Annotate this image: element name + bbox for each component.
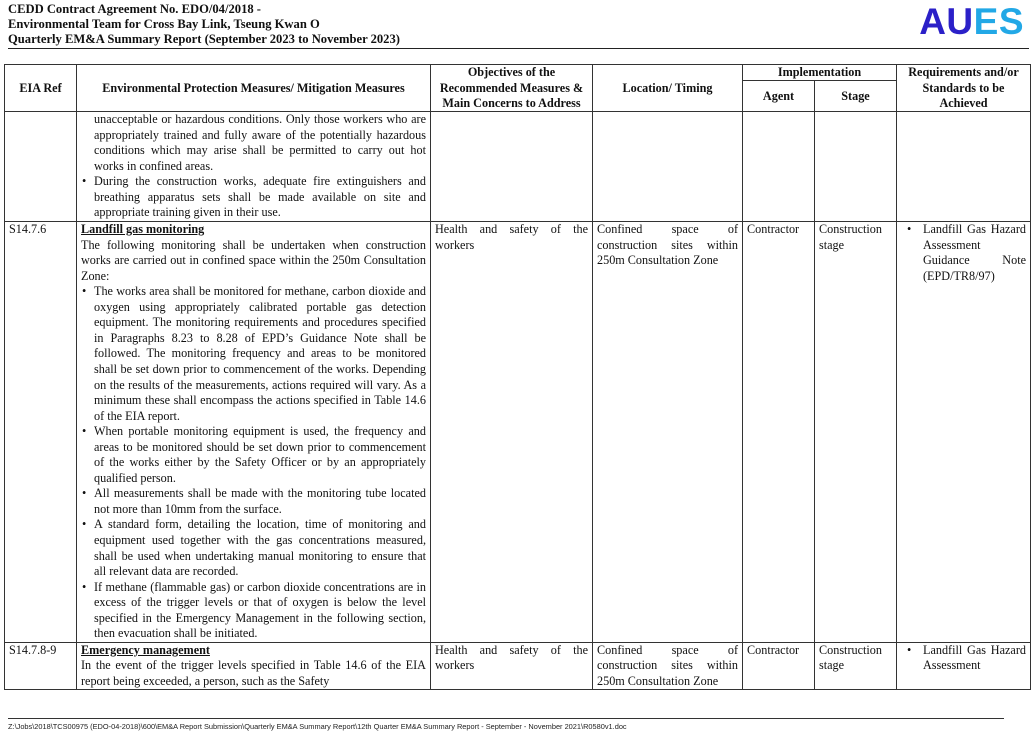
team-line: Environmental Team for Cross Bay Link, Tseung Kwan O xyxy=(8,17,320,32)
location-cell: Confined space of construction sites within 250m Consultation Zone xyxy=(593,642,743,690)
measure-bullet: • During the construction works, adequate fire extinguishers and breathing apparatus sets shall be made available on site and appropriate training given in their use. xyxy=(81,174,426,221)
agent-cell: Contractor xyxy=(743,642,815,690)
requirement-bullet xyxy=(901,643,1026,674)
measures-bullet-list xyxy=(81,174,426,221)
requirements-cell xyxy=(897,222,1031,643)
eia-ref-cell xyxy=(5,112,77,222)
measure-intro: The following monitoring shall be undertaken when construction works are carried out in confined space within the 250m Consultation Zone: xyxy=(81,237,426,283)
header-agent: Agent xyxy=(743,81,815,112)
location-cell: Confined space of construction sites within 250m Consultation Zone xyxy=(593,222,743,643)
measures-cell xyxy=(77,642,431,690)
agent-cell: Contractor xyxy=(743,222,815,643)
objectives-cell: Health and safety of the workers xyxy=(431,222,593,643)
requirements-cell xyxy=(897,642,1031,690)
document-header xyxy=(8,2,1028,48)
location-cell xyxy=(593,112,743,222)
aues-logo xyxy=(919,2,1024,42)
header-implementation: Implementation xyxy=(743,65,897,81)
requirement-text: Landfill Gas Hazard Assessment Guidance Note (EPD/TR8/97) xyxy=(923,222,1026,283)
measure-intro: In the event of the trigger levels specified in Table 14.6 of the EIA report being exceeded, a person, such as the Safety xyxy=(81,658,426,688)
agent-cell xyxy=(743,112,815,222)
continued-paragraph: unacceptable or hazardous conditions. Only those workers who are appropriately trained and fully aware of the potentially hazardous conditions which may arise shall be permitted to carry out hot works in confined areas. xyxy=(94,112,426,173)
measure-bullet: • A standard form, detailing the location, time of monitoring and equipment used together with the gas concentrations measured, shall be used when undertaking manual monitoring to ensure that all relevant data are recorded. xyxy=(81,517,426,579)
logo-part-au: AU xyxy=(919,1,974,42)
header-requirements: Requirements and/or Standards to be Achieved xyxy=(897,65,1031,112)
eia-ref-cell: S14.7.6 xyxy=(5,222,77,643)
table-row-continuation xyxy=(5,112,1031,222)
measure-title: Landfill gas monitoring xyxy=(81,222,205,237)
requirement-text: Landfill Gas Hazard Assessment xyxy=(923,642,1026,673)
measure-bullet: • All measurements shall be made with the monitoring tube located not more than 10mm from the surface. xyxy=(81,486,426,517)
report-title-line: Quarterly EM&A Summary Report (September 2023 to November 2023) xyxy=(8,32,400,47)
table-row-emergency-management xyxy=(5,642,1031,690)
footer-divider xyxy=(8,718,1004,719)
header-title-block xyxy=(8,2,400,48)
file-path-footer: Z:\Jobs\2018\TCS00975 (EDO-04-2018)\600\EM&A Report Submission\Quarterly EM&A Summary Report\12th Quarter EM&A Summary Report - September - November 2021\R0580v1.doc xyxy=(8,722,627,731)
measure-title: Emergency management xyxy=(81,642,210,657)
bullet-icon: • xyxy=(907,222,912,237)
measure-bullet: • If methane (flammable gas) or carbon dioxide concentrations are in excess of the trigger levels or that of oxygen is below the level specified in the Emergency Management in the following section, then evacuation shall be initiated. xyxy=(81,580,426,642)
objectives-cell: Health and safety of the workers xyxy=(431,642,593,690)
eia-ref-cell: S14.7.8-9 xyxy=(5,642,77,690)
contract-line: CEDD Contract Agreement No. EDO/04/2018 - xyxy=(8,2,262,16)
header-stage: Stage xyxy=(815,81,897,112)
requirement-bullet xyxy=(901,222,1026,284)
header-divider xyxy=(8,48,1029,49)
header-objectives: Objectives of the Recommended Measures & Main Concerns to Address xyxy=(431,65,593,112)
measure-bullet: • When portable monitoring equipment is used, the frequency and areas to be monitored should be set down prior to commencement of the works either by the Safety Officer or by an appropriately qualified person. xyxy=(81,424,426,486)
measures-bullet-list xyxy=(81,284,426,642)
measure-bullet: • The works area shall be monitored for methane, carbon dioxide and oxygen using appropriately calibrated portable gas detection equipment. The monitoring requirements and procedures specified in Paragraphs 8.23 to 8.28 of EPD’s Guidance Note shall be followed. The monitoring frequency and areas to be monitored shall be set down prior to commencement of the works. Depending on the results of the measurements, actions required will vary. As a minimum these shall encompass the actions specified in Table 14.6 of the EIA report. xyxy=(81,284,426,424)
requirements-cell xyxy=(897,112,1031,222)
objectives-cell xyxy=(431,112,593,222)
mitigation-measures-table xyxy=(4,64,1031,690)
logo-part-es: ES xyxy=(973,1,1024,42)
header-eia-ref: EIA Ref xyxy=(5,65,77,112)
header-location: Location/ Timing xyxy=(593,65,743,112)
measures-cell xyxy=(77,222,431,643)
bullet-icon: • xyxy=(907,642,912,657)
header-measures: Environmental Protection Measures/ Mitigation Measures xyxy=(77,65,431,112)
stage-cell: Construction stage xyxy=(815,642,897,690)
measures-cell xyxy=(77,112,431,222)
stage-cell xyxy=(815,112,897,222)
table-row-landfill-gas-monitoring xyxy=(5,222,1031,643)
stage-cell: Construction stage xyxy=(815,222,897,643)
